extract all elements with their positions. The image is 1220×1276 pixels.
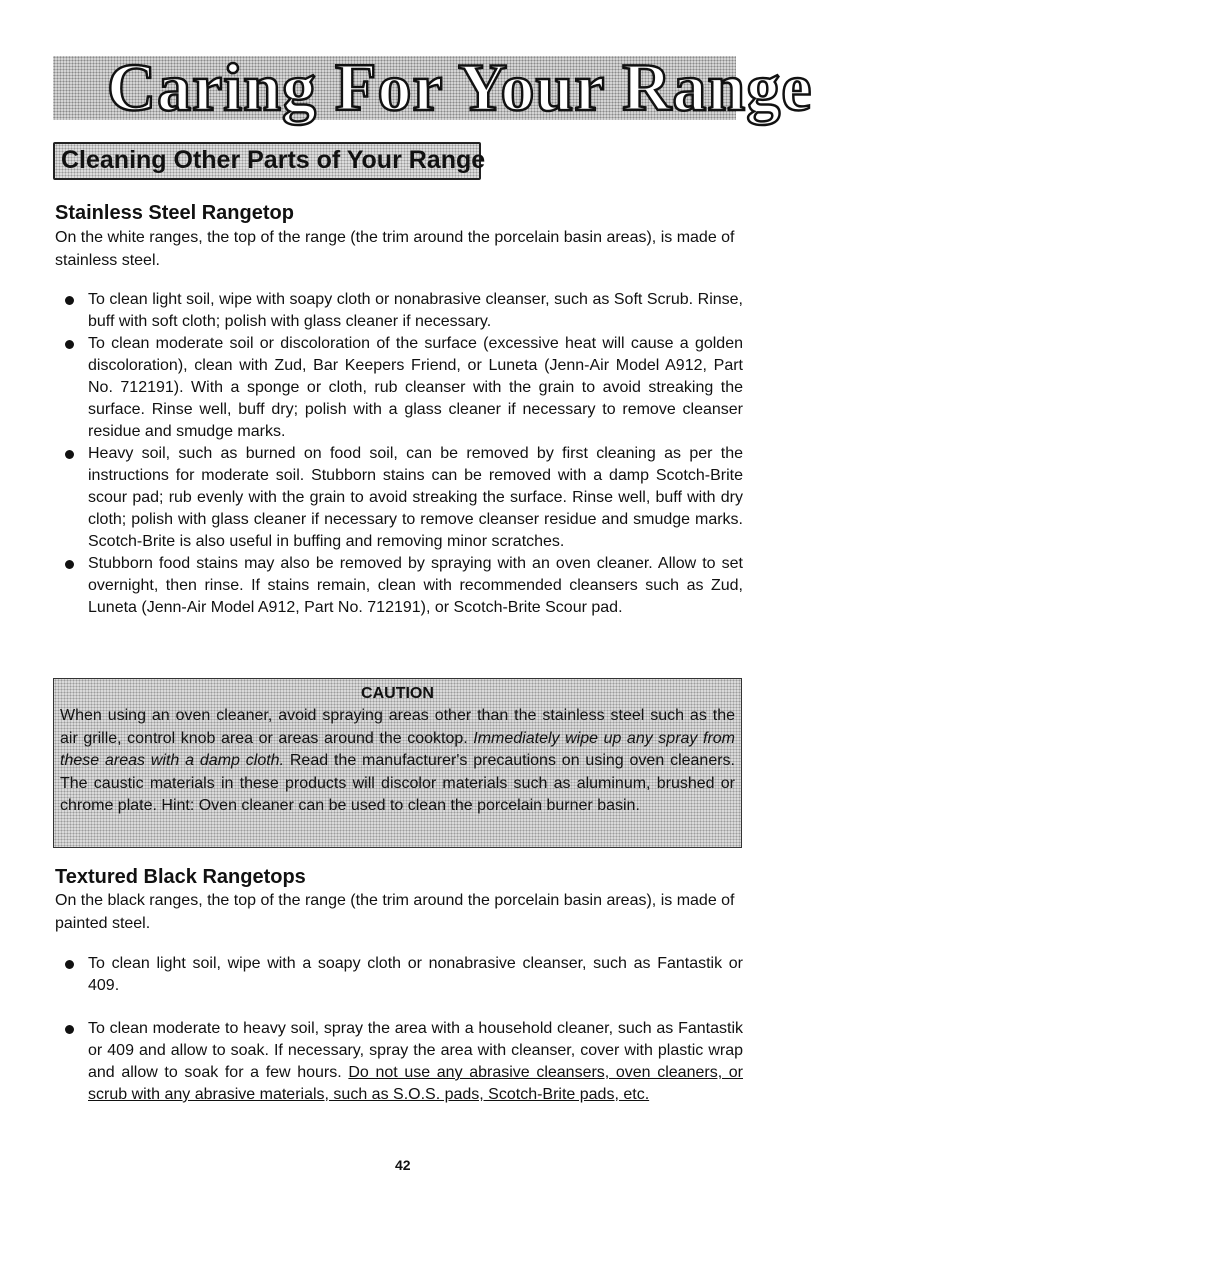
section-title: Cleaning Other Parts of Your Range (61, 146, 486, 174)
stainless-bullet-list (55, 289, 743, 619)
caution-text-part: Read the manufacturer's precautions on using oven cleaners. The caustic materials in these products will discolor materials such as aluminum, brushed or chrome plate. Hint: Oven cleaner can be used to clean the porcelain burner basin. (60, 752, 735, 814)
list-item (55, 443, 743, 553)
textured-bullet-list (55, 953, 743, 997)
page-number: 42 (395, 1157, 411, 1173)
list-item (55, 1018, 743, 1106)
bullet-icon (65, 296, 74, 305)
section-banner (53, 142, 486, 180)
list-item (55, 953, 743, 997)
caution-title: CAUTION (361, 685, 434, 702)
bullet-text: Heavy soil, such as burned on food soil, can be removed by first cleaning as per the instructions for moderate soil. Stubborn stains can be removed with a damp Scotch-Brite scour pad; rub evenly with the grain to avoid streaking the surface. Rinse well, buff with dry cloth; polish with glass cleaner if necessary to remove cleanser residue and smudge marks. Scotch-Brite is also useful in buffing and removing minor scratches. (88, 445, 743, 550)
bullet-text: To clean moderate soil or discoloration of the surface (excessive heat will cause a golden discoloration), clean with Zud, Bar Keepers Friend, or Luneta (Jenn-Air Model A912, Part No. 712191). With a sponge or cloth, rub cleanser with the grain to avoid streaking the surface. Rinse well, buff dry; polish with a glass cleaner if necessary to remove cleanser residue and smudge marks. (88, 335, 743, 440)
bullet-text: To clean light soil, wipe with a soapy cloth or nonabrasive cleanser, such as Fantastik or 409. (88, 955, 743, 994)
list-item (55, 289, 743, 333)
caution-text (60, 705, 735, 818)
list-item (55, 333, 743, 443)
bullet-icon (65, 960, 74, 969)
page-title-banner (53, 49, 813, 125)
bullet-text: To clean light soil, wipe with soapy cloth or nonabrasive cleanser, such as Soft Scrub. Rinse, buff with soft cloth; polish with glass cleaner if necessary. (88, 291, 743, 330)
stainless-heading: Stainless Steel Rangetop (55, 202, 294, 224)
page-title: Caring For Your Range (107, 49, 813, 125)
textured-intro: On the black ranges, the top of the range (the trim around the porcelain basin areas), is made of painted steel. (55, 892, 735, 932)
stainless-intro: On the white ranges, the top of the range (the trim around the porcelain basin areas), is made of stainless steel. (55, 229, 735, 269)
bullet-icon (65, 450, 74, 459)
textured-bullet-list-2 (55, 1018, 743, 1106)
caution-text-part: When using an oven cleaner, avoid spraying areas other than the stainless steel such as the air grille, control knob area or areas around the cooktop. (60, 707, 735, 747)
bullet-text: Stubborn food stains may also be removed by spraying with an oven cleaner. Allow to set overnight, then rinse. If stains remain, clean with recommended cleansers such as Zud, Luneta (Jenn-Air Model A912, Part No. 712191), or Scotch-Brite Scour pad. (88, 555, 743, 616)
caution-text-emphasis: Immediately wipe up any spray from these areas with a damp cloth. (60, 729, 735, 769)
warning-underlined-text: Do not use any abrasive cleansers, oven cleaners, or scrub with any abrasive materials, such as S.O.S. pads, Scotch-Brite pads, etc. (88, 1064, 743, 1103)
bullet-icon (65, 340, 74, 349)
list-item (55, 553, 743, 619)
bullet-text: To clean moderate to heavy soil, spray the area with a household cleaner, such as Fantastik or 409 and allow to soak. If necessary, spray the area with cleanser, cover with plastic wrap and allow to soak for a few hours. (88, 1020, 743, 1081)
textured-heading: Textured Black Rangetops (55, 866, 306, 888)
bullet-icon (65, 560, 74, 569)
bullet-icon (65, 1025, 74, 1034)
caution-box (53, 678, 742, 848)
